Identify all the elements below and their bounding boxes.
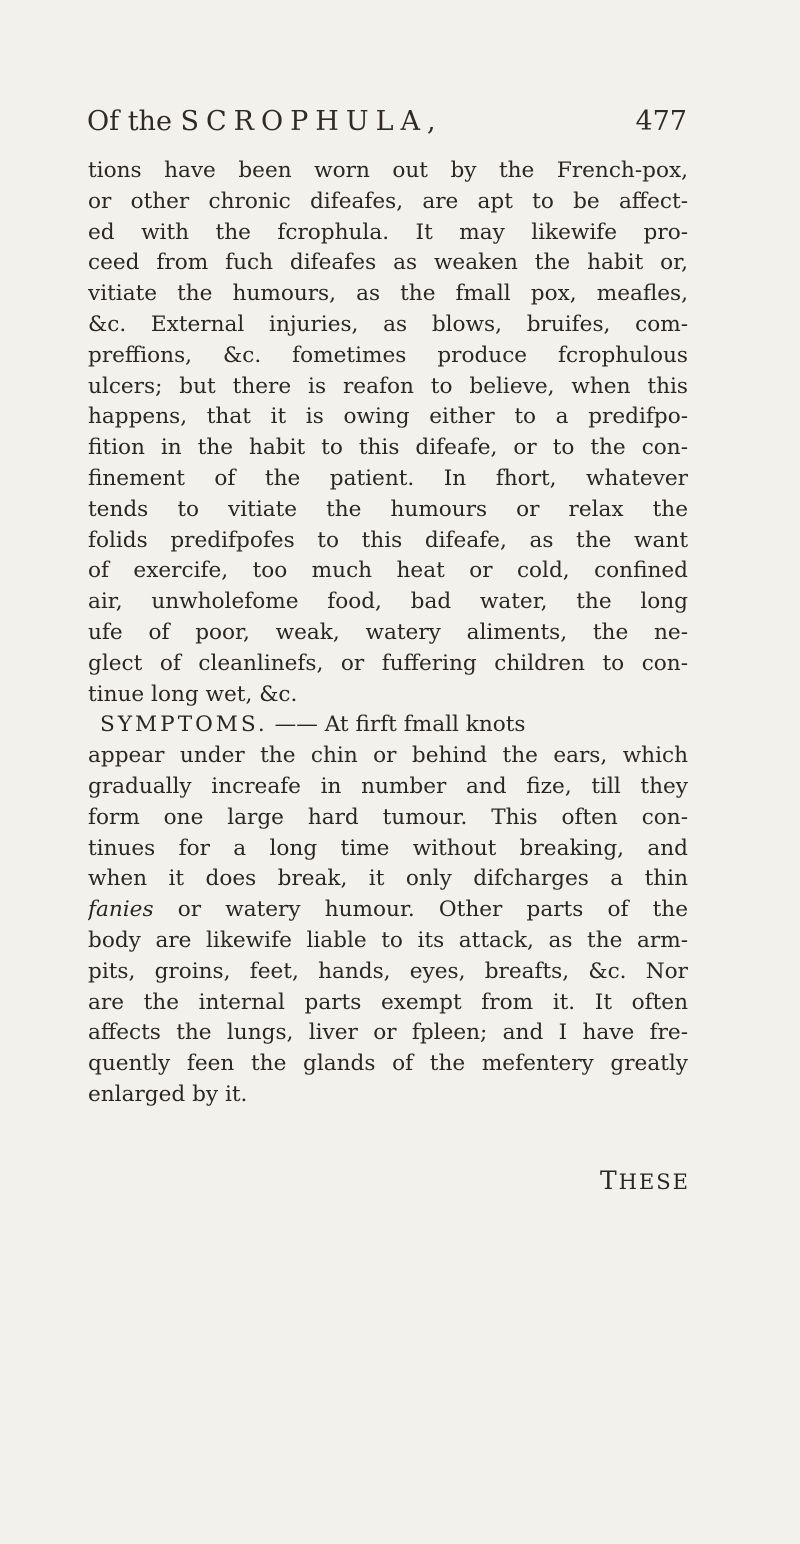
text-line: ulcers; but there is reafon to believe, when this — [88, 373, 688, 399]
catchword: THESE — [599, 1166, 690, 1195]
text-line: ed with the fcrophula. It may likewife pro- — [88, 219, 688, 245]
text-line: happens, that it is owing either to a predifpo- — [88, 404, 688, 430]
text-line: affects the lungs, liver or fpleen; and I have fre- — [88, 1020, 688, 1046]
italic-word: fanies — [88, 897, 154, 923]
text-line: tinues for a long time without breaking, and — [88, 835, 688, 861]
text-line: appear under the chin or behind the ears, which — [88, 743, 688, 769]
text-line: ufe of poor, weak, watery aliments, the ne- — [88, 619, 688, 645]
text-line: of exercife, too much heat or cold, confined — [88, 558, 688, 584]
symptoms-line: SYMPTOMS. —— At firft fmall knots — [100, 712, 526, 738]
text-line: finement of the patient. In fhort, whatever — [88, 465, 688, 491]
text-line: when it does break, it only difcharges a thin — [88, 866, 688, 892]
text-line: quently feen the glands of the mefentery greatly — [88, 1051, 688, 1077]
text-line: tions have been worn out by the French-pox, — [88, 158, 688, 183]
text-line: glect of cleanlinefs, or fuffering children to con- — [88, 650, 688, 676]
text-line: form one large hard tumour. This often con- — [88, 804, 688, 830]
running-head-title: Of the SCROPHULA, — [87, 106, 443, 137]
text-line: pits, groins, feet, hands, eyes, breafts, &c. Nor — [88, 958, 688, 984]
text-line: gradually increafe in number and fize, till they — [88, 773, 688, 799]
text-line: vitiate the humours, as the fmall pox, meafles, — [88, 281, 688, 307]
text-line: preffions, &c. fometimes produce fcrophulous — [88, 342, 688, 368]
text-line: air, unwholefome food, bad water, the long — [88, 589, 688, 615]
text-line: ceed from fuch difeafes as weaken the habit or, — [88, 250, 688, 276]
section-heading-symptoms: SYMPTOMS. — [100, 712, 268, 738]
page-number: 477 — [635, 106, 687, 137]
text-line: fition in the habit to this difeafe, or to the con- — [88, 435, 688, 461]
text-line: enlarged by it. — [88, 1081, 248, 1107]
text-line: fanies or watery humour. Other parts of the — [88, 897, 688, 923]
text-line: tends to vitiate the humours or relax the — [88, 496, 688, 522]
text-line: are the internal parts exempt from it. It often — [88, 989, 688, 1015]
running-head — [87, 104, 687, 140]
text-line: tinue long wet, &c. — [88, 681, 298, 707]
text-line: body are likewife liable to its attack, as the arm- — [88, 927, 688, 953]
text-line: or other chronic difeafes, are apt to be affect- — [88, 188, 688, 214]
body-text — [88, 156, 688, 1111]
text-line: folids predifpofes to this difeafe, as the want — [88, 527, 688, 553]
text-line: &c. External injuries, as blows, bruifes, com- — [88, 311, 688, 337]
